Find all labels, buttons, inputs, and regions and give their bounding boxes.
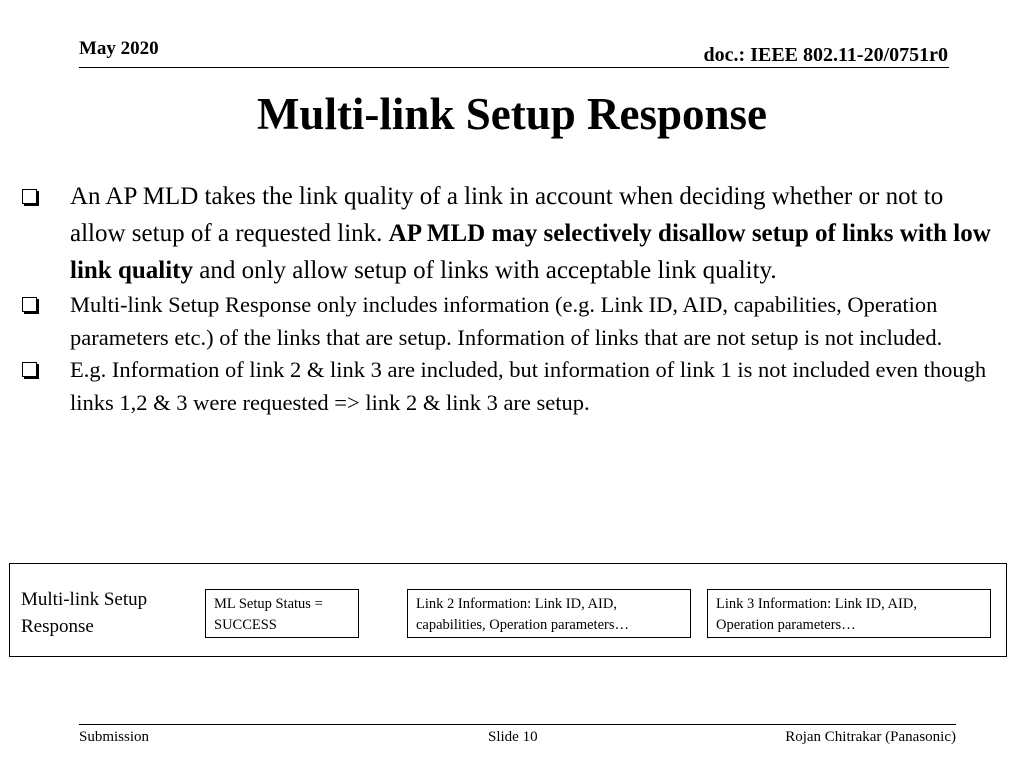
footer-rule: [79, 724, 956, 725]
bullet-text: E.g. Information of link 2 & link 3 are included, but information of link 1 is not included even though links 1,2 & 3 were requested => link 2 & link 3 are setup.: [70, 357, 987, 415]
bullet-text: Multi-link Setup Response only includes information (e.g. Link ID, AID, capabilities, Operation parameters etc.) of the links that are setup. Information of links that are not setup is not included.: [70, 292, 943, 350]
header-rule: [79, 67, 949, 68]
bullet-text: An AP MLD takes the link quality of a link in account when deciding whether or not to allow setup of a requested link.: [70, 183, 944, 247]
footer-submission: Submission: [79, 729, 150, 745]
frame-label: Multi-link Setup Response: [21, 589, 148, 637]
field-link3-information: Link 3 Information: Link ID, AID, Operation parameters…: [707, 589, 991, 638]
bullet-text: and only allow setup of links with acceptable link quality.: [192, 257, 777, 284]
field-link2-information: Link 2 Information: Link ID, AID, capabilities, Operation parameters…: [407, 589, 691, 638]
bullet-list: [22, 178, 1002, 419]
bullet-text-bold: AP MLD may selectively disallow setup of links with low link quality: [70, 220, 991, 284]
bullet-item: [22, 178, 1002, 289]
checkbox-bullet-icon: [22, 362, 37, 377]
bullet-item: [22, 288, 1002, 354]
footer-author: Rojan Chitrakar (Panasonic): [785, 729, 956, 745]
header-doc-id: doc.: IEEE 802.11-20/0751r0: [703, 44, 948, 66]
checkbox-bullet-icon: [22, 297, 37, 312]
header-date: May 2020: [79, 38, 159, 59]
slide-title: Multi-link Setup Response: [256, 89, 768, 139]
footer-slide-number: Slide 10: [488, 729, 538, 745]
field-ml-setup-status: ML Setup Status = SUCCESS: [205, 589, 359, 638]
frame-format-diagram: [9, 563, 1007, 657]
bullet-item: [22, 353, 1002, 419]
checkbox-bullet-icon: [22, 189, 37, 204]
